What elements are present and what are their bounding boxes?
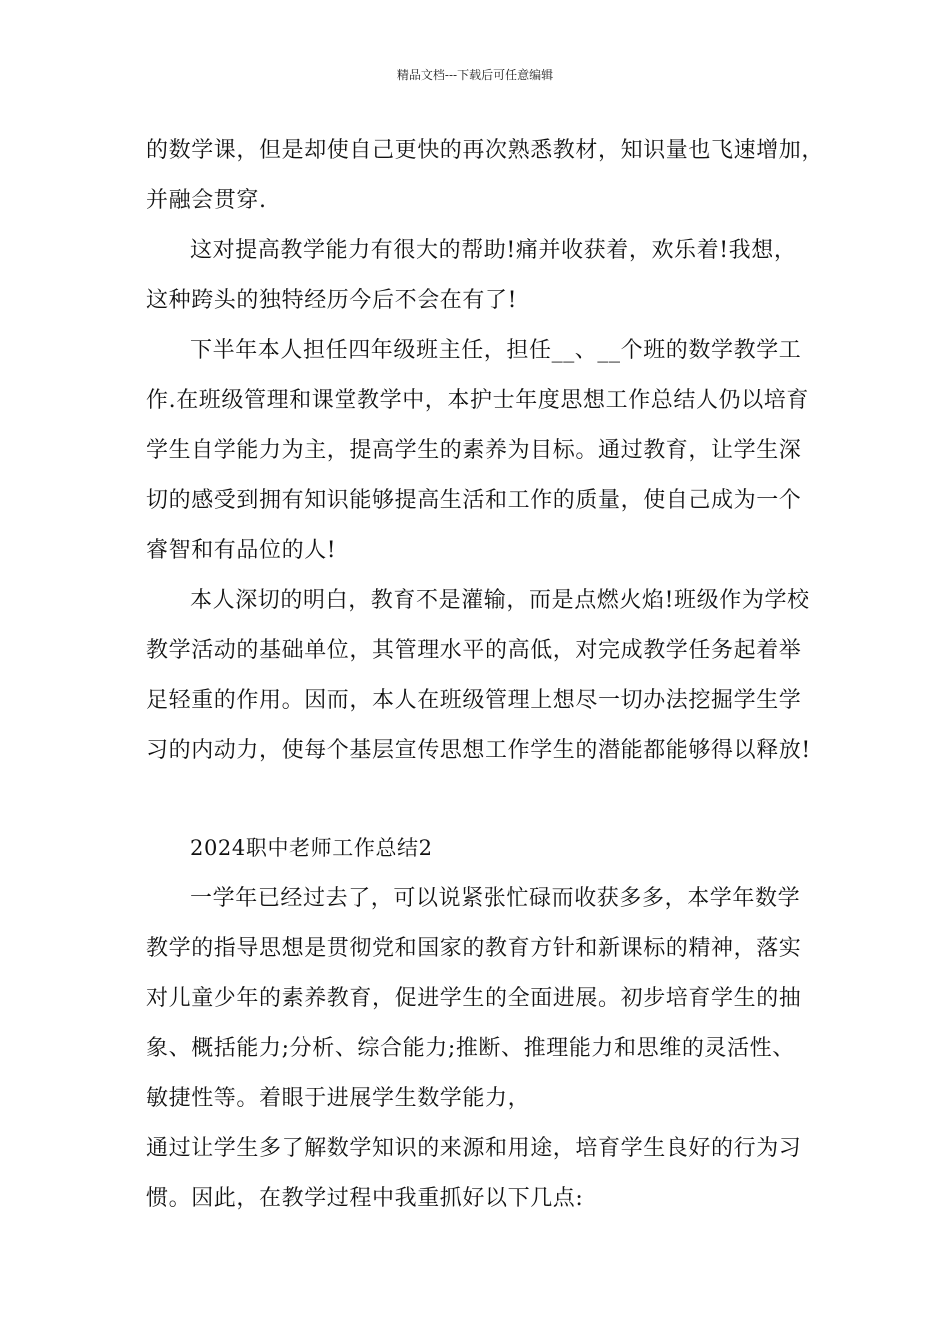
text-line: 教学的指导思想是贯彻党和国家的教育方针和新课标的精神，落实 (146, 936, 802, 961)
text-line: 象、概括能力;分析、综合能力;推断、推理能力和思维的灵活性、 (146, 1036, 795, 1061)
text-line: 对儿童少年的素养教育，促进学生的全面进展。初步培育学生的抽 (146, 986, 802, 1011)
text-line: 惯。因此，在教学过程中我重抓好以下几点: (146, 1186, 584, 1211)
text-line: 切的感受到拥有知识能够提高生活和工作的质量，使自己成为一个 (146, 488, 802, 513)
text-line: 的数学课，但是却使自己更快的再次熟悉教材，知识量也飞速增加， (146, 138, 825, 163)
text-line: 睿智和有品位的人! (146, 538, 337, 563)
page-header: 精品文档---下载后可任意编辑 (396, 68, 554, 82)
text-line: 这种跨头的独特经历今后不会在有了! (146, 288, 518, 313)
text-line: 足轻重的作用。因而，本人在班级管理上想尽一切办法挖掘学生学 (146, 688, 802, 713)
text-line: 作.在班级管理和课堂教学中，本护士年度思想工作总结人仍以培育 (146, 388, 809, 413)
text-line: 一学年已经过去了，可以说紧张忙碌而收获多多，本学年数学 (190, 886, 801, 911)
text-line: 通过让学生多了解数学知识的来源和用途，培育学生良好的行为习 (146, 1136, 802, 1161)
text-line: 本人深切的明白，教育不是灌输，而是点燃火焰!班级作为学校 (190, 588, 810, 613)
section-heading: 2024职中老师工作总结2 (190, 836, 433, 860)
text-line: 教学活动的基础单位，其管理水平的高低，对完成教学任务起着举 (146, 638, 802, 663)
text-line: 学生自学能力为主，提高学生的素养为目标。通过教育，让学生深 (146, 438, 802, 463)
text-line: 习的内动力，使每个基层宣传思想工作学生的潜能都能够得以释放! (146, 738, 811, 763)
text-line: 敏捷性等。着眼于进展学生数学能力， (146, 1086, 531, 1111)
text-line: 下半年本人担任四年级班主任，担任__、__个班的数学教学工 (190, 338, 802, 363)
text-line: 并融会贯穿. (146, 188, 267, 213)
text-line: 这对提高教学能力有很大的帮助!痛并收获着，欢乐着!我想， (190, 238, 797, 263)
